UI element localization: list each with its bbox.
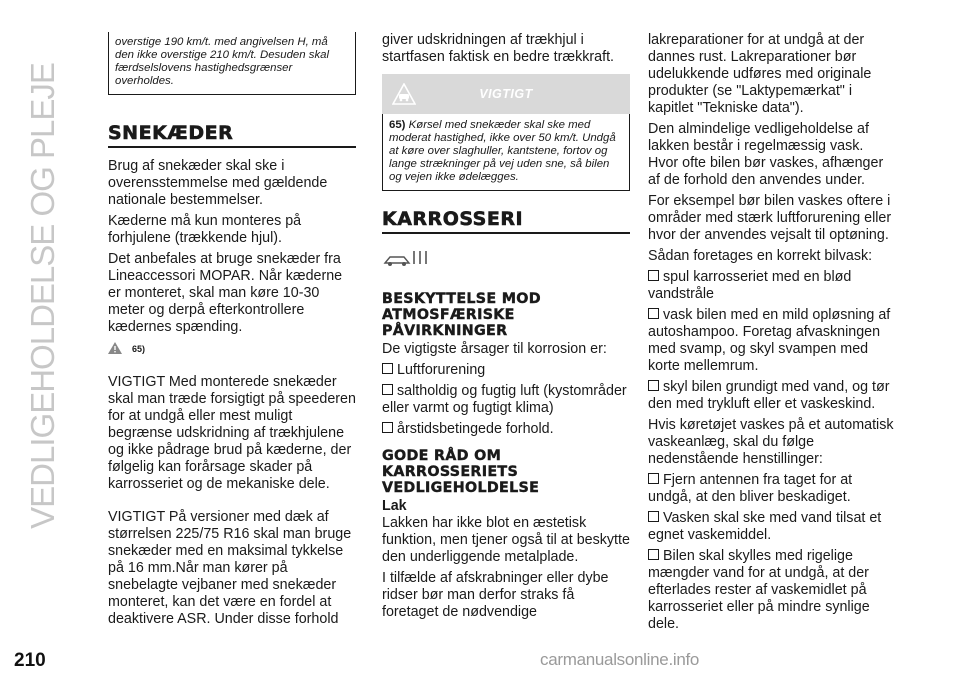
warning-header [382,74,630,114]
column-3 [648,32,896,637]
warning-reference [108,340,356,358]
list-item: årstidsbetingede forhold. [382,421,630,438]
paragraph: I tilfælde af afskrabninger eller dybe ridser bør man derfor straks få foretaget de nødvendige [382,570,609,620]
list-item: spul karrosseriet med en blød vandstråle [648,269,852,302]
heading-snow-chains: SNEKÆDER [108,125,356,148]
paragraph: Lakken har ikke blot en æstetisk funktion, men tjener også til at beskytte den underliggende metalplade. [382,515,630,565]
list-item: Bilen skal skylles med rigelige mængder vand for at undgå, at der efterlades rester af vaskemidlet på karrosseriet eller på mindre synlige dele. [648,548,870,632]
checkbox-bullet-icon [648,380,659,391]
warning-text: Kørsel med snekæder skal ske med moderat hastighed, ikke over 50 km/t. Undgå at køre over slaghuller, kantstene, fortov og lange strækninger på vej uden sne, så bilen og vejen ikke ødelægges. [389,119,616,183]
speed-note-box: overstige 190 km/t. med angivelsen H, må den ikke overstige 210 km/t. Desuden skal færdselslovens hastighedsgrænser overholdes. [108,32,356,95]
paragraph: VIGTIGT Med monterede snekæder skal man træde forsigtigt på speederen for at undgå eller mest muligt begrænse udskridning af trækhjulene og ikke pådrage brud på kæderne, der følgelig kan forårsage skader på karrosseriet og de mekaniske dele. [108,374,356,492]
side-section-title: VEDLIGEHOLDELSE OG PLEJE [24,63,61,529]
checkbox-bullet-icon [382,363,393,374]
list-item: saltholdig og fugtig luft (kystområder eller varmt og fugtigt klima) [382,383,627,416]
list-item: skyl bilen grundigt med vand, og tør den med trykluft eller et vaskeskind. [648,379,890,412]
list-item: Fjern antennen fra taget for at undgå, at den bliver beskadiget. [648,472,853,505]
checkbox-bullet-icon [648,308,659,319]
paragraph: Det anbefales at bruge snekæder fra Lineaccessori MOPAR. Når kæderne er monteret, skal man køre 10-30 meter og derpå efterkontrollere kædernes spænding. [108,251,343,335]
bullet-list [648,269,896,413]
paragraph: giver udskridningen af trækhjul i startfasen faktisk en bedre trækkraft. [382,32,615,65]
subheading-maintenance-tips: GODE RÅD OM KARROSSERIETS VEDLIGEHOLDELSE [382,448,540,496]
paragraph: For eksempel bør bilen vaskes oftere i områder med stærk luftforurening eller hvor der anvendes vejsalt til optøning. [648,193,892,243]
bullet-list [382,362,630,438]
car-skid-warning-icon [392,83,416,105]
checkbox-bullet-icon [382,422,393,433]
paragraph: Kæderne må kun monteres på forhjulene (trækkende hjul). [108,213,302,246]
list-item: vask bilen med en mild opløsning af autoshampoo. Foretag afvaskningen med svamp, og skyl svampen med korte mellemrum. [648,307,891,374]
checkbox-bullet-icon [382,384,393,395]
paragraph: lakreparationer for at undgå at der dannes rust. Lakreparationer bør udelukkende udføres med originale produkter (se "Laktypemærkat" i kapitlet "Tekniske data"). [648,32,872,116]
warning-box [382,114,630,191]
warning-number: 65) [389,119,406,131]
paragraph: Brug af snekæder skal ske i overensstemmelse med gældende nationale bestemmelser. [108,158,328,208]
bullet-list [648,472,896,633]
reference-number: 65) [131,344,145,354]
heading-bodywork: KARROSSERI [382,211,630,234]
checkbox-bullet-icon [648,549,659,560]
page-number: 210 [14,650,46,671]
checkbox-bullet-icon [648,473,659,484]
column-2 [382,32,630,625]
checkbox-bullet-icon [648,270,659,281]
paragraph: Den almindelige vedligeholdelse af lakken består i regelmæssig vask. Hvor ofte bilen bør vaskes, afhænger af de forhold den anvendes under. [648,121,884,188]
paragraph: Sådan foretages en korrekt bilvask: [648,248,873,264]
column-1 [108,32,356,632]
subheading-protection: BESKYTTELSE MOD ATMOSFÆRISKE PÅVIRKNINGER [382,291,541,339]
warning-label: VIGTIGT [479,86,533,101]
list-item: Luftforurening [382,362,630,379]
paragraph: VIGTIGT På versioner med dæk af størrelsen 225/75 R16 skal man bruge snekæder med en maksimal tykkelse på 16 mm.Når man kører på snebelagte vejbaner med snekæder monteret, kan det være en fordel at deaktivere ASR. Under disse forhold [108,509,352,627]
warning-triangle-icon [108,342,122,354]
paragraph: Hvis køretøjet vaskes på et automatisk vaskeanlæg, skal du følge nedenstående henstillinger: [648,417,894,467]
car-wash-icon [382,248,432,268]
list-item: Vasken skal ske med vand tilsat et egnet vaskemiddel. [648,510,882,543]
subheading-paint: Lak [382,498,407,514]
watermark: carmanualsonline.info [540,650,700,669]
checkbox-bullet-icon [648,511,659,522]
paragraph: De vigtigste årsager til korrosion er: [382,341,607,357]
